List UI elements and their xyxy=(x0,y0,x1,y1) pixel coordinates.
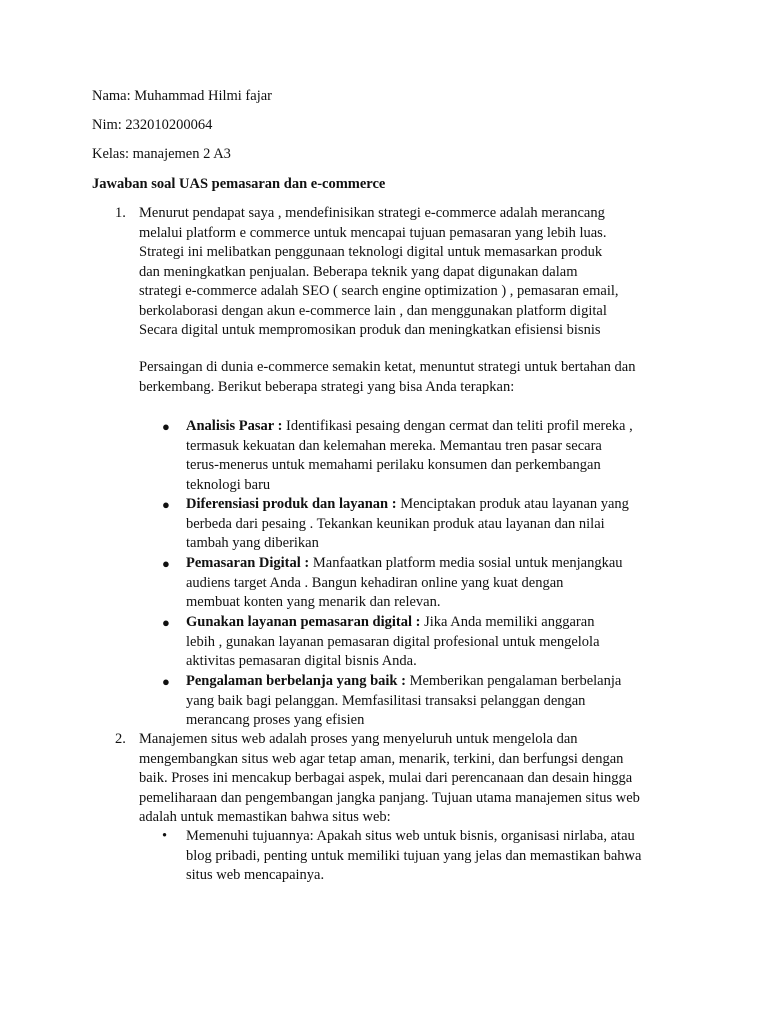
text-line: baik. Proses ini mencakup berbagai aspek, mulai dari perencanaan dan desain hingga xyxy=(139,770,633,786)
website-goal-item xyxy=(186,827,686,886)
text-line: melalui platform e commerce untuk mencapai tujuan pemasaran yang lebih luas. xyxy=(139,224,607,241)
text-line: Menciptakan produk atau layanan yang xyxy=(400,496,629,512)
answer-1-paragraph-1 xyxy=(139,204,674,341)
text-line: berkembang. Berikut beberapa strategi yang bisa Anda terapkan: xyxy=(139,378,515,395)
text-line: adalah untuk memastikan bahwa situs web: xyxy=(139,809,391,825)
text-line: dan meningkatkan penjualan. Beberapa teknik yang dapat digunakan dalam xyxy=(139,263,578,280)
text-line: lebih , gunakan layanan pemasaran digital profesional untuk mengelola xyxy=(186,633,600,650)
text-line: Identifikasi pesaing dengan cermat dan teliti profil mereka , xyxy=(286,418,633,434)
text-line: berbeda dari pesaing . Tekankan keunikan produk atau layanan dan nilai xyxy=(186,515,605,532)
strategy-item-digital-marketing xyxy=(186,554,686,613)
strategy-title: Pengalaman berbelanja yang baik : xyxy=(186,673,406,689)
bullet-icon: ● xyxy=(162,419,170,434)
strategy-title: Pemasaran Digital : xyxy=(186,555,310,571)
text-line: termasuk kekuatan dan kelemahan mereka. Memantau tren pasar secara xyxy=(186,437,602,454)
text-line: Jika Anda memiliki anggaran xyxy=(424,614,595,630)
text-line: Persaingan di dunia e-commerce semakin ketat, menuntut strategi untuk bertahan dan xyxy=(139,359,636,375)
bullet-icon: ● xyxy=(162,497,170,512)
text-line: terus-menerus untuk memahami perilaku konsumen dan perkembangan xyxy=(186,457,601,473)
text-line: membuat konten yang menarik dan relevan. xyxy=(186,594,441,610)
document-title: Jawaban soal UAS pemasaran dan e-commerce xyxy=(92,176,386,192)
text-line: Manfaatkan platform media sosial untuk menjangkau xyxy=(312,555,623,571)
strategy-item-shopping-experience xyxy=(186,672,686,731)
bullet-icon: ● xyxy=(162,556,170,571)
text-line: Memberikan pengalaman berbelanja xyxy=(409,673,622,689)
text-line: teknologi baru xyxy=(186,476,271,493)
strategy-item-market-analysis xyxy=(186,417,686,495)
answer-2-number: 2. xyxy=(115,731,126,747)
strategy-item-differentiation xyxy=(186,495,686,554)
text-line: tambah yang diberikan xyxy=(186,535,319,551)
text-line: blog pribadi, penting untuk memiliki tujuan yang jelas dan memastikan bahwa xyxy=(186,847,642,864)
text-line: Manajemen situs web adalah proses yang menyeluruh untuk mengelola dan xyxy=(139,731,578,747)
answer-1-number: 1. xyxy=(115,205,126,221)
text-line: Strategi ini melibatkan penggunaan teknologi digital untuk memasarkan produk xyxy=(139,244,603,260)
text-line: audiens target Anda . Bangun kehadiran online yang kuat dengan xyxy=(186,574,564,591)
bullet-icon: • xyxy=(162,828,168,844)
strategy-item-digital-services xyxy=(186,613,686,672)
text-line: pemeliharaan dan pengembangan jangka panjang. Tujuan utama manajemen situs web xyxy=(139,789,640,806)
answer-2-paragraph xyxy=(139,730,674,828)
bullet-icon: ● xyxy=(162,615,170,630)
strategy-title: Analisis Pasar : xyxy=(186,418,283,434)
text-line: Menurut pendapat saya , mendefinisikan strategi e-commerce adalah merancang xyxy=(139,205,605,221)
student-class: Kelas: manajemen 2 A3 xyxy=(92,146,231,162)
text-line: situs web mencapainya. xyxy=(186,867,325,883)
text-line: merancang proses yang efisien xyxy=(186,712,365,728)
text-line: Memenuhi tujuannya: Apakah situs web untuk bisnis, organisasi nirlaba, atau xyxy=(186,828,635,844)
student-nim: Nim: 232010200064 xyxy=(92,117,213,133)
strategy-title: Diferensiasi produk dan layanan : xyxy=(186,496,397,512)
student-name: Nama: Muhammad Hilmi fajar xyxy=(92,88,272,104)
text-line: aktivitas pemasaran digital bisnis Anda. xyxy=(186,653,417,669)
answer-1-paragraph-2 xyxy=(139,358,674,397)
text-line: Secara digital untuk mempromosikan produk dan meningkatkan efisiensi bisnis xyxy=(139,322,601,338)
text-line: yang baik bagi pelanggan. Memfasilitasi transaksi pelanggan dengan xyxy=(186,692,586,709)
text-line: berkolaborasi dengan akun e-commerce lain , dan menggunakan platform digital xyxy=(139,302,607,319)
text-line: mengembangkan situs web agar tetap aman, menarik, terkini, dan berfungsi dengan xyxy=(139,750,624,767)
strategy-title: Gunakan layanan pemasaran digital : xyxy=(186,614,421,630)
text-line: strategi e-commerce adalah SEO ( search engine optimization ) , pemasaran email, xyxy=(139,283,619,299)
bullet-icon: ● xyxy=(162,674,170,689)
